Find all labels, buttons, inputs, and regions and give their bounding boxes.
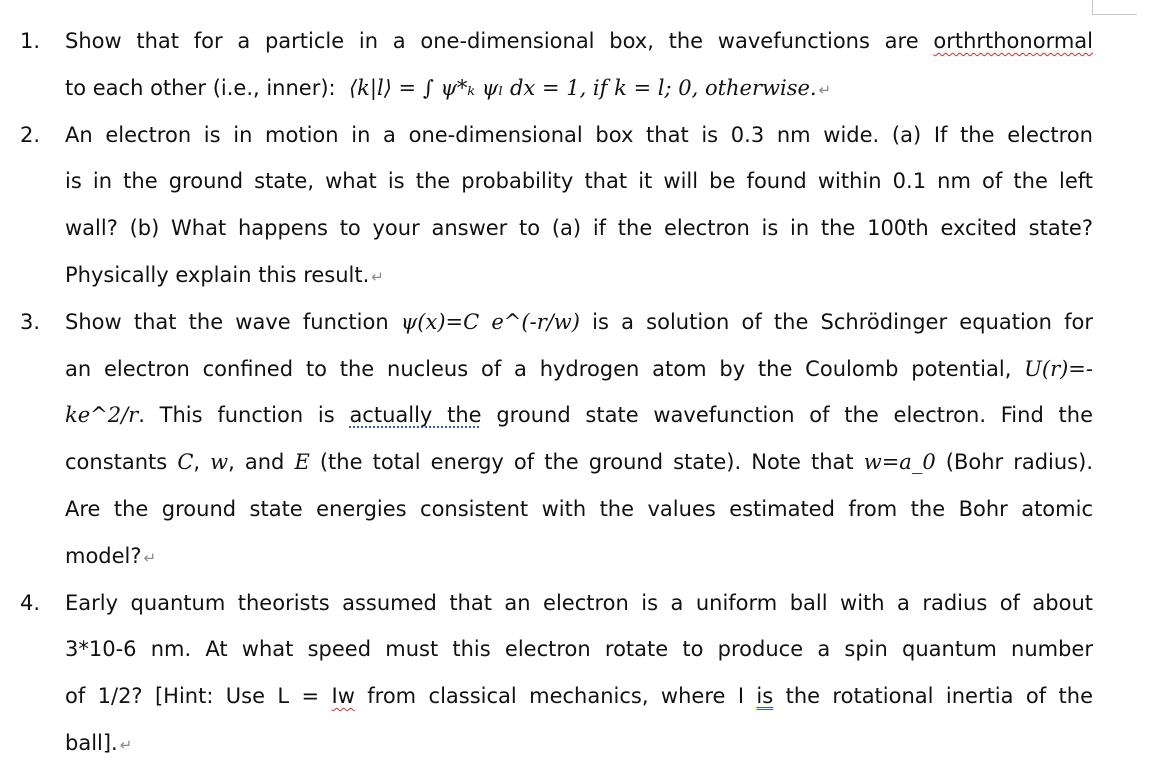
- problem-3-line-1: Show that the wave function ψ(x)=C e^(-r/w) is a solution of the Schrödinger equation for: [65, 309, 1093, 334]
- problem-2-line-2: is in the ground state, what is the probability that it will be found within 0.1 nm of the left: [65, 169, 1093, 194]
- problem-number: 3.: [20, 309, 41, 334]
- problem-4-line-3: of 1/2? [Hint: Use L = Iw from classical mechanics, where I is the rotational inertia of the: [65, 684, 1093, 709]
- problem-2-line-4: Physically explain this result. ↵: [65, 262, 384, 287]
- problem-number: 1.: [20, 29, 41, 53]
- paragraph-mark-icon: ↵: [371, 267, 384, 286]
- problem-3-line-3: ke^2/r. This function is actually the ground state wavefunction of the electron. Find the: [65, 403, 1094, 428]
- problem-3-line-5: Are the ground state energies consistent with the values estimated from the Bohr atomic: [65, 496, 1093, 521]
- problem-2: [0, 112, 1153, 299]
- spelling-flag[interactable]: Iw: [331, 684, 355, 709]
- bohr-radius-expression: w=a_0: [863, 450, 936, 475]
- grammar-flag[interactable]: actually the: [349, 403, 482, 428]
- problem-4-line-4: ball]. ↵: [65, 730, 133, 755]
- problem-number: 2.: [20, 122, 41, 147]
- spelling-flag[interactable]: orthrthonormal: [933, 29, 1093, 53]
- problem-1-line-1: Show that for a particle in a one-dimensional box, the wavefunctions are orthrthonormal: [65, 29, 1093, 53]
- paragraph-mark-icon: ↵: [818, 80, 832, 99]
- problem-1-line-2: to each other (i.e., inner): ⟨k|l⟩ = ∫ ψ*ₖ ψₗ dx = 1, if k = l; 0, otherwise. ↵: [65, 75, 832, 100]
- problem-3-line-2: an electron confined to the nucleus of a hydrogen atom by the Coulomb potential, U(r)=-: [65, 356, 1093, 381]
- paragraph-mark-icon: ↵: [119, 735, 133, 754]
- coulomb-potential-expression: U(r)=-: [1024, 356, 1093, 381]
- problem-4-line-2: 3*10-6 nm. At what speed must this electron rotate to produce a spin quantum number: [65, 637, 1093, 662]
- problem-2-line-3: wall? (b) What happens to your answer to (a) if the electron is in the 100th excited state?: [65, 216, 1093, 241]
- problem-4: [0, 580, 1153, 767]
- problem-4-line-1: Early quantum theorists assumed that an electron is a uniform ball with a radius of about: [65, 590, 1093, 615]
- problem-3: [0, 299, 1153, 580]
- page-corner-mark: [1092, 0, 1137, 15]
- inner-product-equation: ⟨k|l⟩ = ∫ ψ*ₖ ψₗ dx = 1, if k = l; 0, otherwise.: [348, 75, 817, 100]
- wavefunction-expression: ψ(x)=C e^(-r/w): [400, 309, 580, 334]
- problem-2-line-1: An electron is in motion in a one-dimensional box that is 0.3 nm wide. (a) If the electron: [65, 122, 1093, 147]
- problem-number: 4.: [20, 590, 41, 615]
- grammar-flag[interactable]: is: [756, 684, 774, 709]
- problem-3-line-6: model? ↵: [65, 543, 157, 568]
- problem-1: [0, 18, 1153, 112]
- paragraph-mark-icon: ↵: [143, 548, 157, 567]
- problem-3-line-4: constants C, w, and E (the total energy of the ground state). Note that w=a_0 (Bohr radius).: [65, 450, 1093, 475]
- coulomb-potential-continued: ke^2/r: [65, 403, 139, 428]
- document-page: [0, 18, 1153, 767]
